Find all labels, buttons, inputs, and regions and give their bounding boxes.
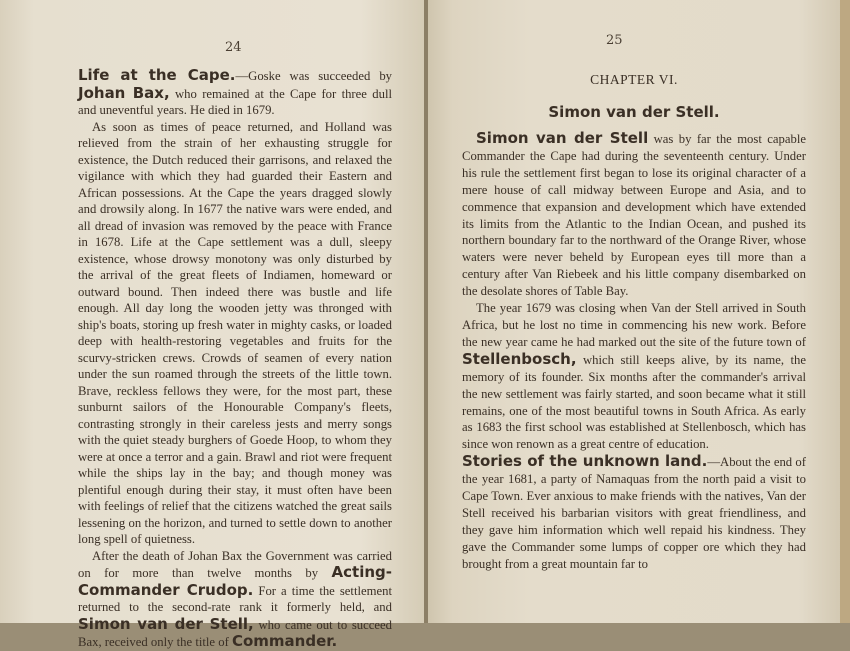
- name-emphasis: Commander.: [231, 632, 338, 650]
- page-number: 24: [225, 40, 242, 55]
- paragraph: Simon van der Stell was by far the most capable Commander the Cape had during the seventeenth century. Under his rule the settlement first began to lose its original character of a mere house of call midway between Europe and Asia, and to commence that expansion and development which have extended its limits from the Atlantic to the Indian Ocean, and pushed its northern boundary far to the northward of the Orange River, whose waters were never beheld by European eyes till more than a century after Van Riebeek and his little company disembarked on the desolate shores of Table Bay.: [462, 129, 806, 299]
- paragraph: After the death of Johan Bax the Government was carried on for more than twelve months by Acting-Commander Crudop. For a time the settlement returned to the second-rate rank it formerly held, and Simon van der Stell, who came out to succeed Bax, received only the title of Commander.: [78, 548, 393, 650]
- chapter-title: Simon van der Stell.: [548, 103, 720, 121]
- chapter-heading: CHAPTER VI.: [590, 72, 678, 87]
- book-edge: [840, 0, 850, 623]
- left-page: [0, 0, 424, 650]
- paragraph: Life at the Cape.—Goske was succeeded by Johan Bax, who remained at the Cape for three dull and uneventful years. He died in 1679.: [78, 66, 393, 117]
- right-page-text: [462, 130, 806, 573]
- left-page-text: [78, 67, 392, 651]
- paragraph: Stories of the unknown land.—About the end of the year 1681, a party of Namaquas from the north paid a visit to Cape Town. Ever anxious to make friends with the natives, Van der Stell received his barbarian visitors with great friendliness, and they gave him information which well repaid his kindness. They gave the Commander some lumps of copper ore which they had brought from a great mountain far to: [462, 452, 806, 571]
- page-number: 25: [606, 33, 623, 48]
- name-emphasis: Stellenbosch,: [462, 349, 577, 368]
- right-page: [428, 0, 840, 623]
- name-emphasis: Simon van der Stell,: [78, 614, 254, 633]
- name-emphasis: Acting-Commander Crudop.: [78, 563, 392, 599]
- paragraph: The year 1679 was closing when Van der Stell arrived in South Africa, but he lost no time in commencing his new work. Before the new year came he had marked out the site of the future town of Stellenbosch, which still keeps alive, by its name, the memory of its founder. Six months after the commander's arrival the new settlement was fairly started, and soon became what it still remains, one of the most beautiful towns in South Africa. As early as 1683 the first school was established at Stellenbosch, which has since won renown as a great centre of education.: [462, 301, 806, 452]
- paragraph: As soon as times of peace returned, and Holland was relieved from the strain of her exhausting struggle for existence, the Dutch reduced their garrisons, and relaxed the vigilance with which they had guarded their Eastern and African possessions. At the Cape the years dragged slowly and drowsily along. In 1677 the native wars were ended, and all dread of invasion was removed by the peace with France in 1678. Life at the Cape settlement was a dull, sleepy existence, whose drowsy monotony was only disturbed by the arrival of the great fleets of Indiamen, homeward or outward bound. Then indeed there was bustle and life enough. All day long the wooden jetty was thronged with ship's boats, storing up fresh water in mighty casks, or loaded deep with health-restoring vegetables and fruits for the scurvy-stricken crews. Crowds of seamen of every nation under the sun roamed through the streets of the little town. Brave, reckless fellows they were, for the most part, these sunburnt sailors of the Honourable Company's fleets, contrasting strongly in their careless jests and merry songs with the quiet steady burghers of Goede Hoop, to whom they were at once a terror and a gain. Brawl and riot were frequent while the ships lay in the bay; and though money was plentiful enough during their stay, it must often have been with feelings of relief that the citizens watched the great sails lessening on the horizon, and turned to settle down to another long spell of quietness.: [78, 119, 392, 546]
- name-emphasis: Simon van der Stell: [476, 129, 649, 147]
- section-heading: Stories of the unknown land.: [462, 452, 708, 471]
- section-heading: Life at the Cape.: [78, 66, 236, 84]
- name-emphasis: Johan Bax,: [78, 83, 170, 102]
